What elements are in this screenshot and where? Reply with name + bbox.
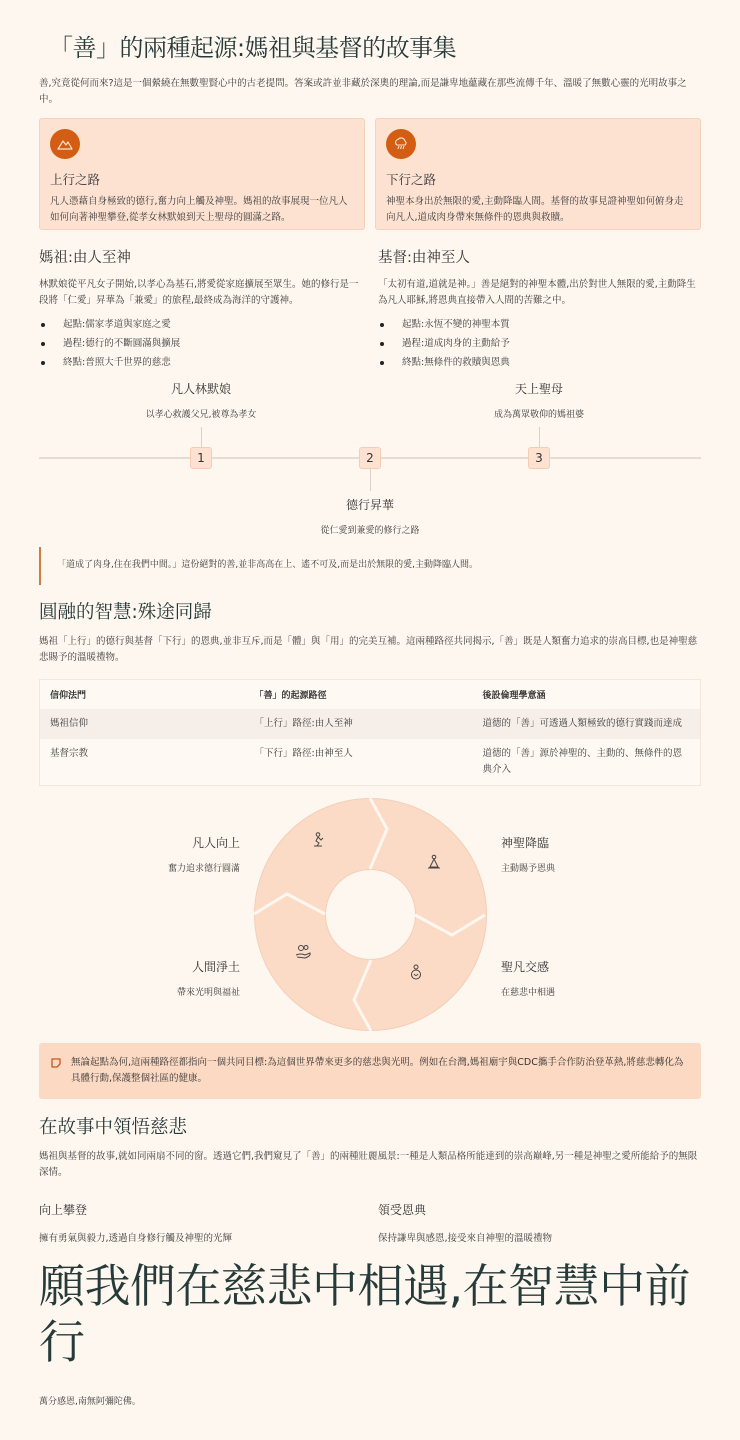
closing-blessing: 願我們在慈悲中相遇,在智慧中前行 — [39, 1259, 691, 1369]
table-header: 「善」的起源路徑 — [254, 691, 327, 701]
table-header: 信仰法門 — [50, 691, 87, 701]
callout-text: 無論起點為何,這兩種路徑都指向一個共同目標:為這個世界帶來更多的慈悲與光明。例如在台灣,媽祖廟宇與CDC攜手合作防治登革熱,將慈悲轉化為具體行動,保護整個社區的健康。 — [71, 1057, 684, 1084]
timeline-title: 凡人林默娘 — [170, 382, 231, 396]
card-title: 下行之路 — [386, 172, 437, 187]
timeline-node-1: 1 — [190, 447, 212, 469]
table-header-row — [40, 680, 701, 710]
reflection-columns — [39, 1201, 701, 1244]
mountain-icon — [50, 129, 80, 159]
timeline-stem — [201, 427, 202, 447]
cycle-label-pureland — [177, 958, 240, 998]
timeline-label-2 — [270, 496, 470, 536]
note-icon — [51, 1058, 61, 1087]
cycle-ring — [252, 796, 489, 1033]
reflection-grace — [378, 1201, 701, 1244]
comparison-table — [39, 679, 701, 786]
cycle-label-meet — [501, 958, 555, 998]
christ-column — [378, 246, 701, 372]
column-list — [39, 315, 362, 372]
cycle-label-ascend — [168, 834, 240, 874]
column-heading: 基督:由神至人 — [378, 250, 470, 266]
card-title: 上行之路 — [50, 172, 101, 187]
cycle-title: 人間淨土 — [191, 960, 240, 974]
list-item: 過程:道成肉身的主動給予 — [378, 334, 701, 353]
timeline-stem — [370, 469, 371, 491]
cycle-title: 神聖降臨 — [501, 836, 550, 850]
story-columns — [39, 246, 701, 372]
column-text: 林默娘從平凡女子開始,以孝心為基石,將愛從家庭擴展至眾生。她的修行是一段將「仁愛」昇華為「兼愛」的旅程,最終成為海洋的守護神。 — [39, 279, 359, 306]
list-item: 起點:儒家孝道與家庭之愛 — [39, 315, 362, 334]
rain-cloud-icon — [386, 129, 416, 159]
meditating-figure-icon — [427, 854, 441, 874]
card-text: 凡人憑藉自身極致的德行,奮力向上觸及神聖。媽祖的故事展現一位凡人如何向著神聖攀登,從孝女林默娘到天上聖母的圓滿之路。 — [50, 196, 348, 223]
cycle-label-descend — [501, 834, 555, 874]
intro-paragraph: 善,究竟從何而來?這是一個縈繞在無數聖賢心中的古老提問。答案或許並非藏於深奧的理論,而是謙卑地蘊藏在那些流傳千年、溫暖了無數心靈的光明故事之中。 — [39, 78, 687, 105]
table-header: 後設倫理學意涵 — [482, 691, 546, 701]
timeline-label-1 — [101, 380, 301, 420]
table-cell: 「上行」路徑:由人至神 — [245, 709, 473, 739]
timeline-stem — [539, 427, 540, 447]
list-item: 起點:永恆不變的神聖本質 — [378, 315, 701, 334]
table-row — [40, 709, 701, 739]
timeline — [39, 380, 701, 545]
list-item: 終點:普照大千世界的慈悲 — [39, 353, 362, 372]
reflection-title: 領受恩典 — [378, 1203, 427, 1217]
card-text: 神聖本身出於無限的愛,主動降臨人間。基督的故事見證神聖如何俯身走向凡人,道成肉身帶來無條件的恩典與救贖。 — [386, 196, 684, 223]
list-item: 終點:無條件的救贖與恩典 — [378, 353, 701, 372]
section-paragraph: 媽祖與基督的故事,就如同兩扇不同的窗。透過它們,我們窺見了「善」的兩種壯麗風景:一種是人類品格所能達到的崇高巔峰,另一種是神聖之愛所能給予的無限深情。 — [39, 1151, 698, 1178]
section-heading-compassion: 在故事中領悟慈悲 — [39, 1117, 188, 1138]
kneeling-prayer-icon — [312, 832, 326, 852]
column-list — [378, 315, 701, 372]
table-cell: 基督宗教 — [50, 748, 89, 759]
timeline-node-2: 2 — [359, 447, 381, 469]
reflection-ascend — [39, 1201, 362, 1244]
callout-box — [39, 1043, 701, 1099]
cycle-sub: 在慈悲中相遇 — [501, 988, 556, 998]
cycle-title: 聖凡交感 — [501, 960, 550, 974]
heart-person-icon — [409, 964, 423, 984]
card-downward-path — [375, 118, 701, 230]
section-heading-wisdom: 圓融的智慧:殊途同歸 — [39, 602, 212, 623]
reflection-title: 向上攀登 — [39, 1203, 88, 1217]
cycle-title: 凡人向上 — [191, 836, 240, 850]
caring-hand-icon — [295, 944, 313, 964]
table-cell: 「下行」路徑:由神至人 — [254, 748, 353, 759]
table-cell: 道德的「善」可透過人類極致的德行實踐而達成 — [473, 709, 701, 739]
list-item: 過程:德行的不斷圓滿與擴展 — [39, 334, 362, 353]
timeline-node-3: 3 — [528, 447, 550, 469]
timeline-sub: 成為萬眾敬仰的媽祖婆 — [493, 410, 584, 420]
mazu-column — [39, 246, 362, 372]
cycle-sub: 帶來光明與福祉 — [176, 988, 240, 998]
column-heading: 媽祖:由人至神 — [39, 250, 131, 266]
card-upward-path — [39, 118, 365, 230]
column-text: 「太初有道,道就是神。」善是絕對的神聖本體,出於對世人無限的愛,主動降生為凡人耶穌,將恩典直接帶入人間的苦難之中。 — [378, 279, 696, 306]
section-paragraph: 媽祖「上行」的德行與基督「下行」的恩典,並非互斥,而是「體」與「用」的完美互補。這兩種路徑共同揭示,「善」既是人類奮力追求的崇高目標,也是神聖慈悲賜予的溫暖禮物。 — [39, 636, 698, 663]
reflection-text: 保持謙卑與感恩,接受來自神聖的溫暖禮物 — [378, 1233, 553, 1244]
reflection-text: 擁有勇氣與毅力,透過自身修行觸及神聖的光輝 — [39, 1233, 233, 1244]
timeline-title: 德行昇華 — [345, 498, 394, 512]
table-row — [40, 739, 701, 786]
cycle-sub: 奮力追求德行圓滿 — [167, 864, 240, 874]
path-cards — [39, 118, 701, 230]
scripture-quote: 「道成了肉身,住在我們中間。」這份絕對的善,並非高高在上、遙不可及,而是出於無限的愛,主動降臨人間。 — [39, 547, 701, 585]
timeline-label-3 — [439, 380, 639, 420]
timeline-title: 天上聖母 — [514, 382, 563, 396]
cycle-sub: 主動賜予恩典 — [501, 864, 556, 874]
table-cell: 道德的「善」源於神聖的、主動的、無條件的恩典介入 — [482, 748, 683, 775]
timeline-sub: 從仁愛到兼愛的修行之路 — [320, 526, 420, 536]
cycle-diagram — [39, 796, 701, 1041]
timeline-sub: 以孝心救護父兄,被尊為孝女 — [145, 410, 257, 420]
table-cell: 媽祖信仰 — [40, 709, 245, 739]
signoff: 萬分感恩,南無阿彌陀佛。 — [39, 1397, 141, 1407]
page-title: 「善」的兩種起源:媽祖與基督的故事集 — [49, 34, 457, 62]
